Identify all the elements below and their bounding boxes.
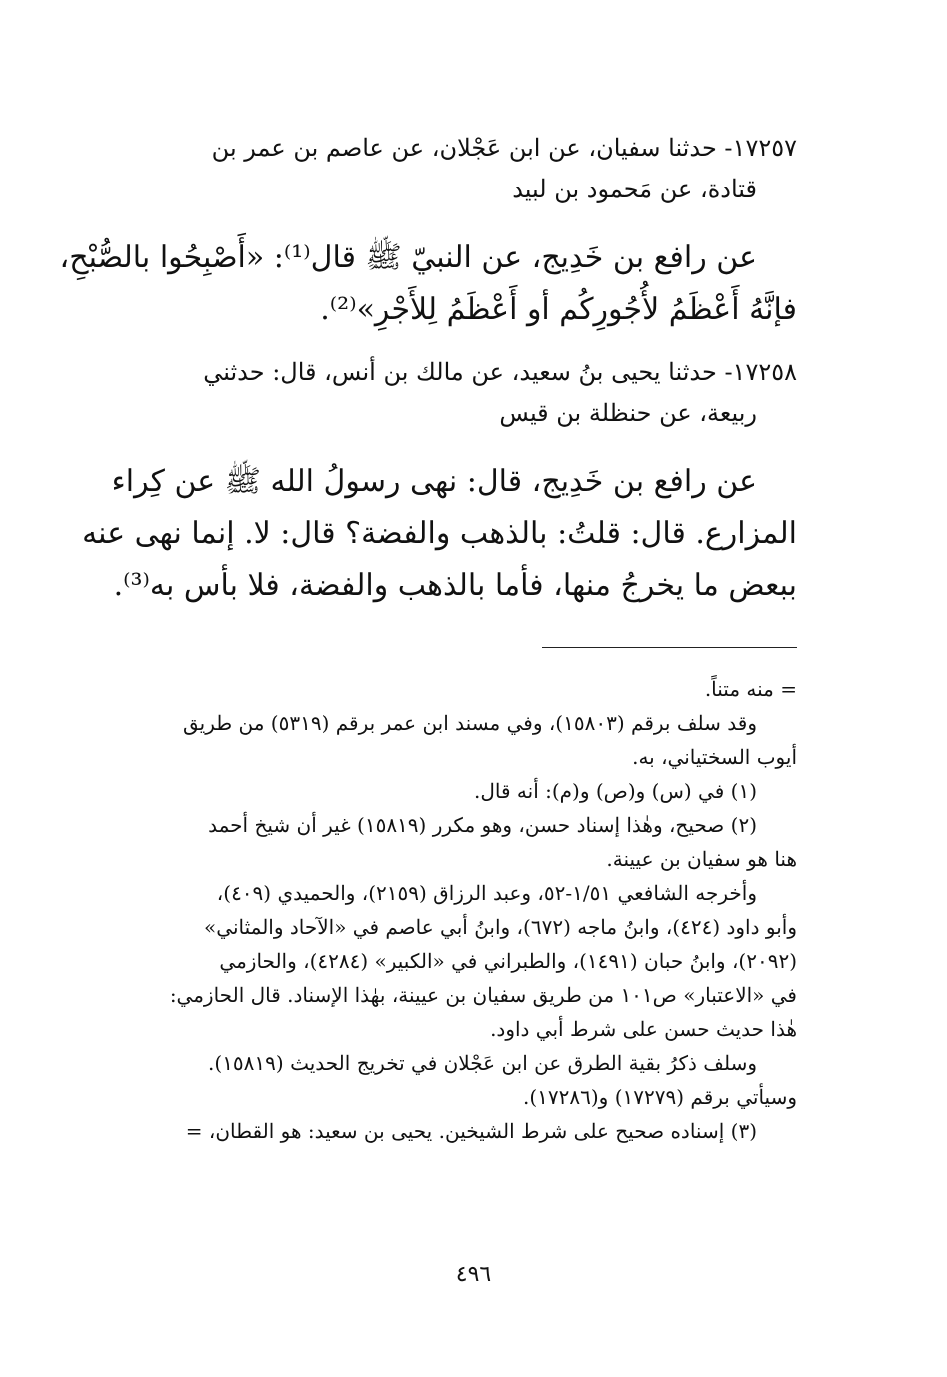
footnote-line: أيوب السختياني، به.: [632, 745, 797, 769]
matn-line: ببعض ما يخرجُ منها، فأما بالذهب والفضة، فلا بأس به⁽³⁾.: [113, 568, 797, 603]
footnote-1: (١) في (س) و(ص) و(م): أنه قال.: [474, 779, 757, 803]
footnote-separator: [542, 647, 797, 648]
matn-line: فإنَّهُ أَعْظَمُ لأُجُورِكُم أو أَعْظَمُ لِلأَجْرِ»⁽²⁾.: [320, 292, 797, 327]
isnad-line: ١٧٢٥٨- حدثنا يحيى بنُ سعيد، عن مالك بن أنس، قال: حدثني: [203, 358, 797, 386]
matn-17258: [82, 456, 797, 612]
footnote-continued: = منه متناً.: [704, 677, 797, 701]
footnote-line: هنا هو سفيان بن عيينة.: [606, 847, 797, 871]
footnote-2: (٢) صحيح، وهٰذا إسناد حسن، وهو مكرر (١٥٨١٩) غير أن شيخ أحمد: [208, 813, 757, 837]
matn-line: عن رافع بن خَدِيج، عن النبيّ ﷺ قال⁽¹⁾: «أَصْبِحُوا بالصُّبْحِ،: [59, 240, 757, 275]
footnotes: [96, 672, 797, 1148]
isnad-17258: [96, 352, 797, 434]
isnad-17257: [96, 128, 797, 210]
matn-17257: [59, 232, 797, 336]
footnote-line: وسيأتي برقم (١٧٢٧٩) و(١٧٢٨٦).: [522, 1085, 797, 1109]
isnad-line: ١٧٢٥٧- حدثنا سفيان، عن ابن عَجْلان، عن عاصم بن عمر بن: [211, 134, 797, 162]
footnote-line: في «الاعتبار» ص١٠١ من طريق سفيان بن عيينة، بهٰذا الإسناد. قال الحازمي:: [169, 983, 797, 1007]
matn-line: عن رافع بن خَدِيج، قال: نهى رسولُ الله ﷺ عن كِراء: [111, 464, 757, 499]
footnote-line: (٢٠٩٢)، وابنُ حبان (١٤٩١)، والطبراني في «الكبير» (٤٢٨٤)، والحازمي: [219, 949, 797, 973]
isnad-line: قتادة، عن مَحمود بن لبيد: [512, 175, 757, 203]
page-number: ٤٩٦: [455, 1262, 492, 1287]
isnad-line: ربيعة، عن حنظلة بن قيس: [499, 399, 757, 427]
footnote-line: وأبو داود (٤٢٤)، وابنُ ماجه (٦٧٢)، وابنُ أبي عاصم في «الآحاد والمثاني»: [204, 915, 797, 939]
footnote-line: هٰذا حديث حسن على شرط أبي داود.: [490, 1017, 797, 1041]
footnote-line: وأخرجه الشافعي ١/٥١-٥٢، وعبد الرزاق (٢١٥٩)، والحميدي (٤٠٩)،: [216, 881, 757, 905]
footnote-3: (٣) إسناده صحيح على شرط الشيخين. يحيى بن سعيد: هو القطان، =: [185, 1119, 757, 1143]
footnote-line: وقد سلف برقم (١٥٨٠٣)، وفي مسند ابن عمر برقم (٥٣١٩) من طريق: [182, 711, 757, 735]
matn-line: المزارع. قال: قلتُ: بالذهب والفضة؟ قال: لا. إنما نهى عنه: [82, 516, 797, 551]
footnote-line: وسلف ذكرُ بقية الطرق عن ابن عَجْلان في تخريج الحديث (١٥٨١٩).: [208, 1051, 757, 1075]
